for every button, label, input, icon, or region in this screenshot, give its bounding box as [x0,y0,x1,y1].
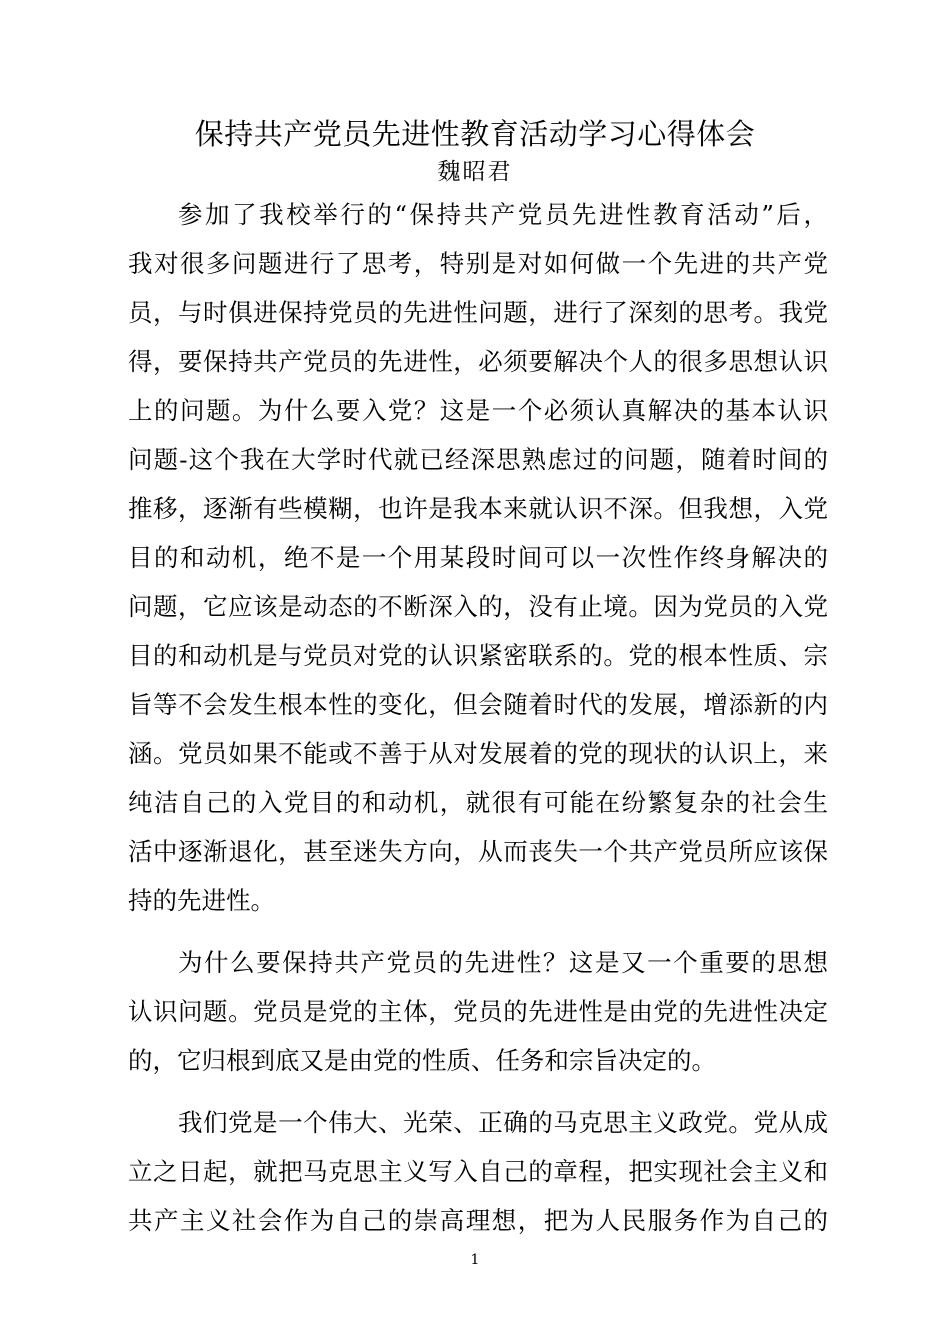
text-line: 参加了我校举行的“保持共产党员先进性教育活动”后， [178,200,828,229]
text-line: 活中逐渐退化，甚至迷失方向，从而丧失一个共产党员所应该保 [128,837,828,866]
text-line: 旨等不会发生根本性的变化，但会随着时代的发展，增添新的内 [128,690,828,719]
paragraph-2 [128,938,828,1085]
document-body [128,190,828,1245]
text-line: 认识问题。党员是党的主体，党员的先进性是由党的先进性决定 [128,997,828,1026]
text-line: 问题-这个我在大学时代就已经深思熟虑过的问题，随着时间的 [128,445,828,474]
text-line: 我们党是一个伟大、光荣、正确的马克思主义政党。党从成 [178,1108,828,1137]
text-line: 问题，它应该是动态的不断深入的，没有止境。因为党员的入党 [128,592,828,621]
text-line: 目的和动机，绝不是一个用某段时间可以一次性作终身解决的 [128,543,828,572]
text-line: 共产主义社会作为自己的崇高理想，把为人民服务作为自己的 [128,1206,828,1235]
paragraph-3 [128,1098,828,1245]
text-line: 员，与时俱进保持党员的先进性问题，进行了深刻的思考。我党 [128,298,828,327]
text-line: 推移，逐渐有些模糊，也许是我本来就认识不深。但我想，入党 [128,494,828,523]
text-line: 上的问题。为什么要入党？这是一个必须认真解决的基本认识 [128,396,828,425]
text-line: 为什么要保持共产党员的先进性？这是又一个重要的思想 [178,948,828,977]
text-line: 涵。党员如果不能或不善于从对发展着的党的现状的认识上，来 [128,739,828,768]
document-title: 保持共产党员先进性教育活动学习心得体会 [194,117,756,151]
page-number: 1 [470,1252,480,1268]
text-line: 我对很多问题进行了思考，特别是对如何做一个先进的共产党 [128,249,828,278]
document-author: 魏昭君 [437,159,513,185]
text-line: 纯洁自己的入党目的和动机，就很有可能在纷繁复杂的社会生 [128,788,828,817]
text-line: 持的先进性。 [128,886,275,915]
text-line: 立之日起，就把马克思主义写入自己的章程，把实现社会主义和 [128,1157,828,1186]
paragraph-1 [128,190,828,925]
text-line: 目的和动机是与党员对党的认识紧密联系的。党的根本性质、宗 [128,641,828,670]
text-line: 得，要保持共产党员的先进性，必须要解决个人的很多思想认识 [128,347,828,376]
text-line: 的，它归根到底又是由党的性质、任务和宗旨决定的。 [128,1046,716,1075]
